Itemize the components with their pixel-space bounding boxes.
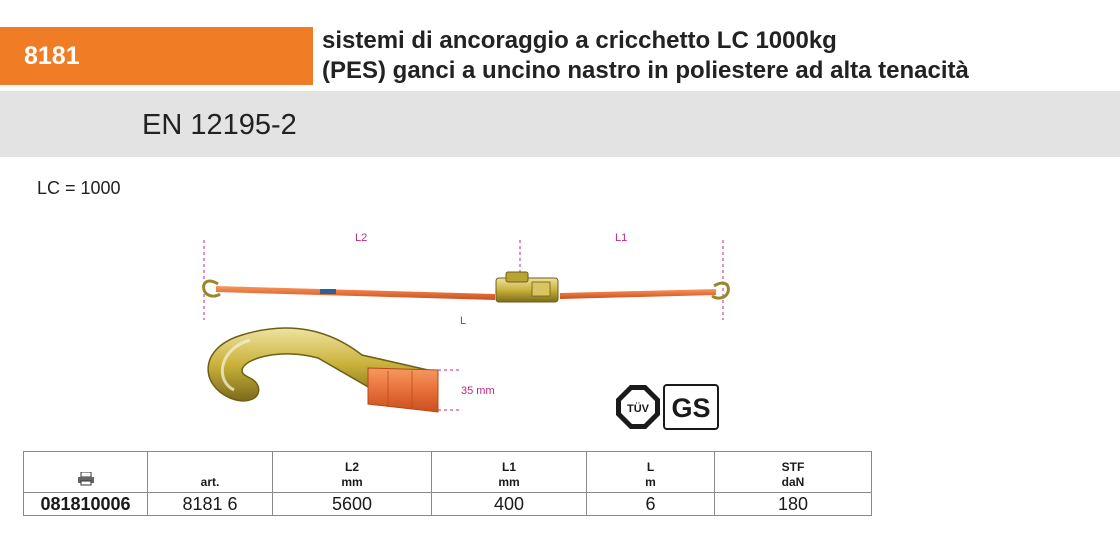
tuv-logo xyxy=(616,385,660,429)
title-line-1: sistemi di ancoraggio a cricchetto LC 1000kg xyxy=(322,27,837,54)
gs-mark: GS xyxy=(671,393,711,423)
dimension-label-l: L xyxy=(460,315,467,327)
cell-l1: 400 xyxy=(432,493,587,516)
cell-stf: 180 xyxy=(715,493,872,516)
column-header-l: L m xyxy=(587,452,715,493)
cell-code: 081810006 xyxy=(24,493,148,516)
cell-l: 6 xyxy=(587,493,715,516)
product-code-bar xyxy=(0,27,313,85)
column-header-code xyxy=(24,452,148,493)
column-header-l2: L2 mm xyxy=(273,452,432,493)
dimension-label-l1: L1 xyxy=(615,232,628,244)
product-code: 8181 xyxy=(24,41,80,70)
hook-detail-illustration xyxy=(208,328,460,412)
strap-illustration xyxy=(204,272,729,302)
printer-icon xyxy=(77,472,95,486)
title-line-2: (PES) ganci a uncino nastro in poliestere ad alta tenacità xyxy=(322,57,969,84)
dimension-label-l2: L2 xyxy=(355,232,368,244)
column-header-stf: STF daN xyxy=(715,452,872,493)
strap-width-label: 35 mm xyxy=(461,385,495,397)
tuv-mark: TÜV xyxy=(627,403,649,415)
cell-art: 8181 6 xyxy=(148,493,273,516)
strap-diagram xyxy=(150,220,750,440)
standard-bar xyxy=(0,91,1120,157)
product-title xyxy=(322,26,1120,86)
standard-reference: EN 12195-2 xyxy=(142,109,297,141)
dimension-lines xyxy=(204,240,723,320)
table-row xyxy=(24,493,872,516)
specification-table xyxy=(23,451,872,516)
table-header-row xyxy=(24,452,872,493)
column-header-art: art. xyxy=(148,452,273,493)
gs-logo xyxy=(664,385,718,429)
column-header-l1: L1 mm xyxy=(432,452,587,493)
load-capacity-text: LC = 1000 xyxy=(37,178,121,198)
cell-l2: 5600 xyxy=(273,493,432,516)
